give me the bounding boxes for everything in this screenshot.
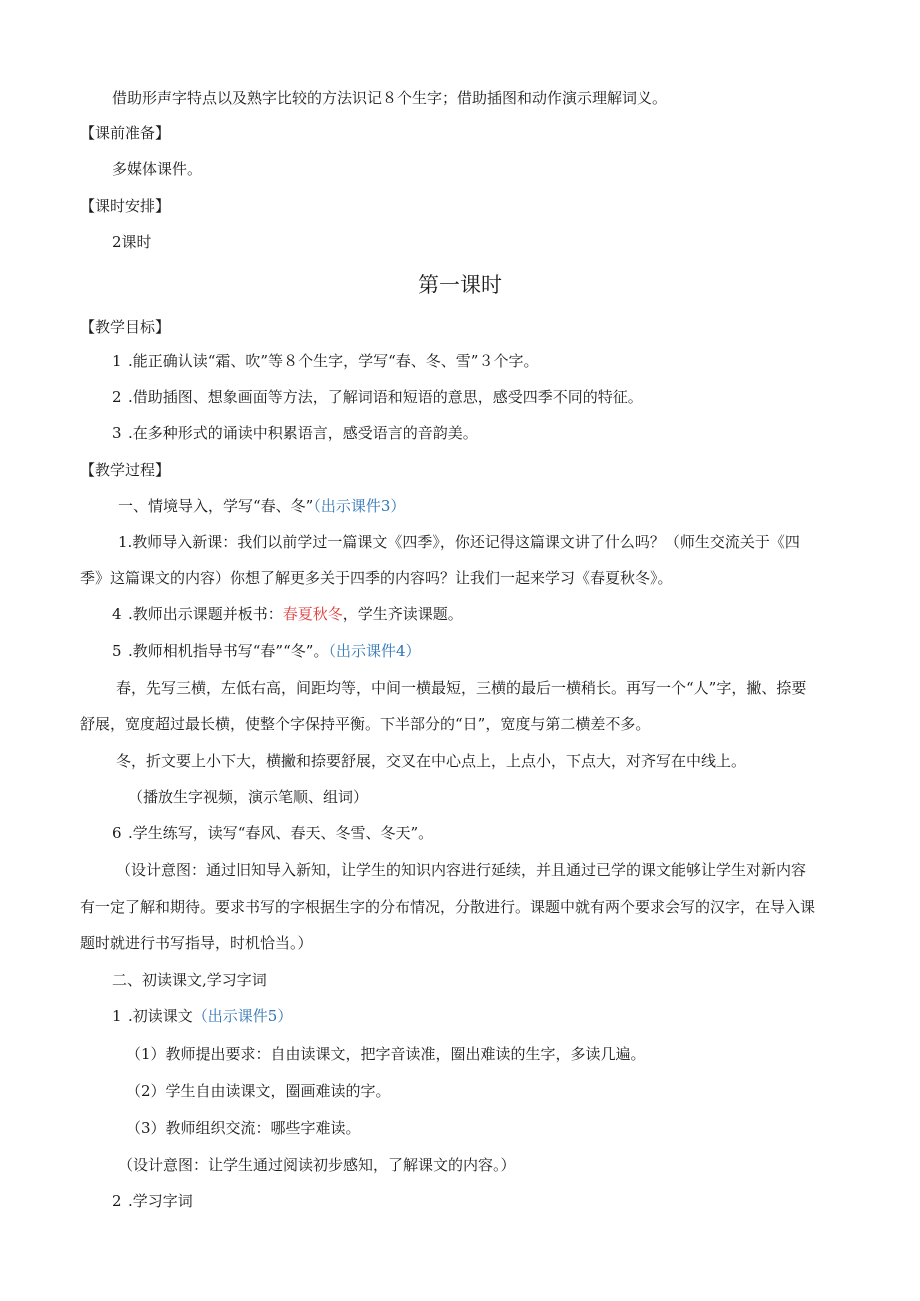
- section-1-title: [118, 495, 405, 517]
- section-2-title: 二、初读课文,学习字词: [112, 971, 267, 989]
- goal-text: .借助插图、想象画面等方法，了解词语和短语的意思，感受四季不同的特征。: [128, 388, 643, 406]
- process-heading: 【教学过程】: [80, 461, 171, 479]
- sub-step-2: （2）学生自由读课文，圈画难读的字。: [126, 1082, 391, 1100]
- item-5-number: 5: [112, 642, 122, 660]
- item-1-line-2: 季》这篇课文的内容）你想了解更多关于四季的内容吗？让我们一起来学习《春夏秋冬》。: [80, 569, 673, 587]
- item-4-tail: ，学生齐读课题。: [342, 605, 463, 623]
- chun-guidance-line-2: 舒展，宽度超过最长横，使整个字保持平衡。下半部分的“日”，宽度与第二横差不多。: [80, 715, 651, 733]
- goal-number: 1: [112, 352, 122, 370]
- item-6-number: 6: [112, 824, 122, 842]
- goal-item: [112, 422, 478, 444]
- item-6-text: .学生练写，读写“春风、春天、冬雪、冬天”。: [128, 824, 434, 842]
- goals-heading: 【教学目标】: [80, 318, 171, 336]
- goal-text: .能正确认读“霜、吹”等８个生字，学写“春、冬、雪”３个字。: [128, 352, 539, 370]
- section-2-item-2-text: .学习字词: [128, 1192, 193, 1210]
- section-2-item-1-number: 1: [112, 1007, 122, 1025]
- item-1-line-1: 1.教师导入新课：我们以前学过一篇课文《四季》，你还记得这篇课文讲了什么吗？（师生交流关于《四: [118, 533, 800, 551]
- lesson-title: 第一课时: [418, 273, 502, 297]
- item-5: [112, 640, 421, 662]
- item-6: [112, 822, 433, 844]
- design-intent-1-line-2: 有一定了解和期待。要求书写的字根据生字的分布情况，分散进行。课题中就有两个要求会写的汉字，在导入课: [80, 898, 816, 916]
- section-1-title-text: 一、情境导入，学写“春、冬”: [118, 497, 314, 515]
- schedule-heading: 【课时安排】: [80, 197, 171, 215]
- section-2-item-1-text: .初读课文: [128, 1007, 193, 1025]
- design-intent-1-line-3: 题时就进行书写指导，时机恰当。）: [80, 934, 313, 952]
- section-2-item-1: [112, 1005, 292, 1027]
- sub-step-3: （3）教师组织交流：哪些字难读。: [126, 1119, 361, 1137]
- video-note: （播放生字视频，演示笔顺、组词）: [128, 788, 369, 806]
- prep-text: 多媒体课件。: [112, 160, 203, 178]
- item-5-text: .教师相机指导书写“春”“冬”。: [128, 642, 329, 660]
- goal-item: [112, 386, 643, 408]
- prep-heading: 【课前准备】: [80, 124, 171, 142]
- item-4-text: .教师出示课题并板书：: [128, 605, 283, 623]
- design-intent-1-line-1: （设计意图：通过旧知导入新知，让学生的知识内容进行延续，并且通过已学的课文能够让学生对新内容: [116, 861, 807, 879]
- dong-guidance: 冬，折文要上小下大，横撇和捺要舒展，交叉在中心点上，上点小，下点大，对齐写在中线上。: [116, 752, 747, 770]
- item-4: [112, 603, 463, 625]
- board-title-highlight: 春夏秋冬: [282, 605, 343, 623]
- sub-step-1: （1）教师提出要求：自由读课文，把字音读准，圈出难读的生字，多读几遍。: [126, 1045, 646, 1063]
- courseware-note: （出示课件4）: [328, 642, 421, 660]
- schedule-text: 2课时: [112, 233, 152, 251]
- courseware-note: （出示课件5）: [192, 1007, 293, 1025]
- item-4-number: 4: [112, 605, 122, 623]
- goal-text: .在多种形式的诵读中积累语言，感受语言的音韵美。: [128, 424, 478, 442]
- courseware-note: （出示课件3）: [313, 497, 406, 515]
- goal-item: [112, 350, 538, 372]
- section-2-item-2: [112, 1190, 193, 1212]
- section-2-item-2-number: 2: [112, 1192, 122, 1210]
- intro-paragraph: 借助形声字特点以及熟字比较的方法识记８个生字；借助插图和动作演示理解词义。: [112, 89, 668, 107]
- goal-number: 2: [112, 388, 122, 406]
- chun-guidance-line-1: 春，先写三横，左低右高，间距均等，中间一横最短，三横的最后一横稍长。再写一个“人”字，撇、捺要: [116, 679, 807, 697]
- design-intent-2: （设计意图：让学生通过阅读初步感知，了解课文的内容。）: [118, 1156, 516, 1174]
- goal-number: 3: [112, 424, 122, 442]
